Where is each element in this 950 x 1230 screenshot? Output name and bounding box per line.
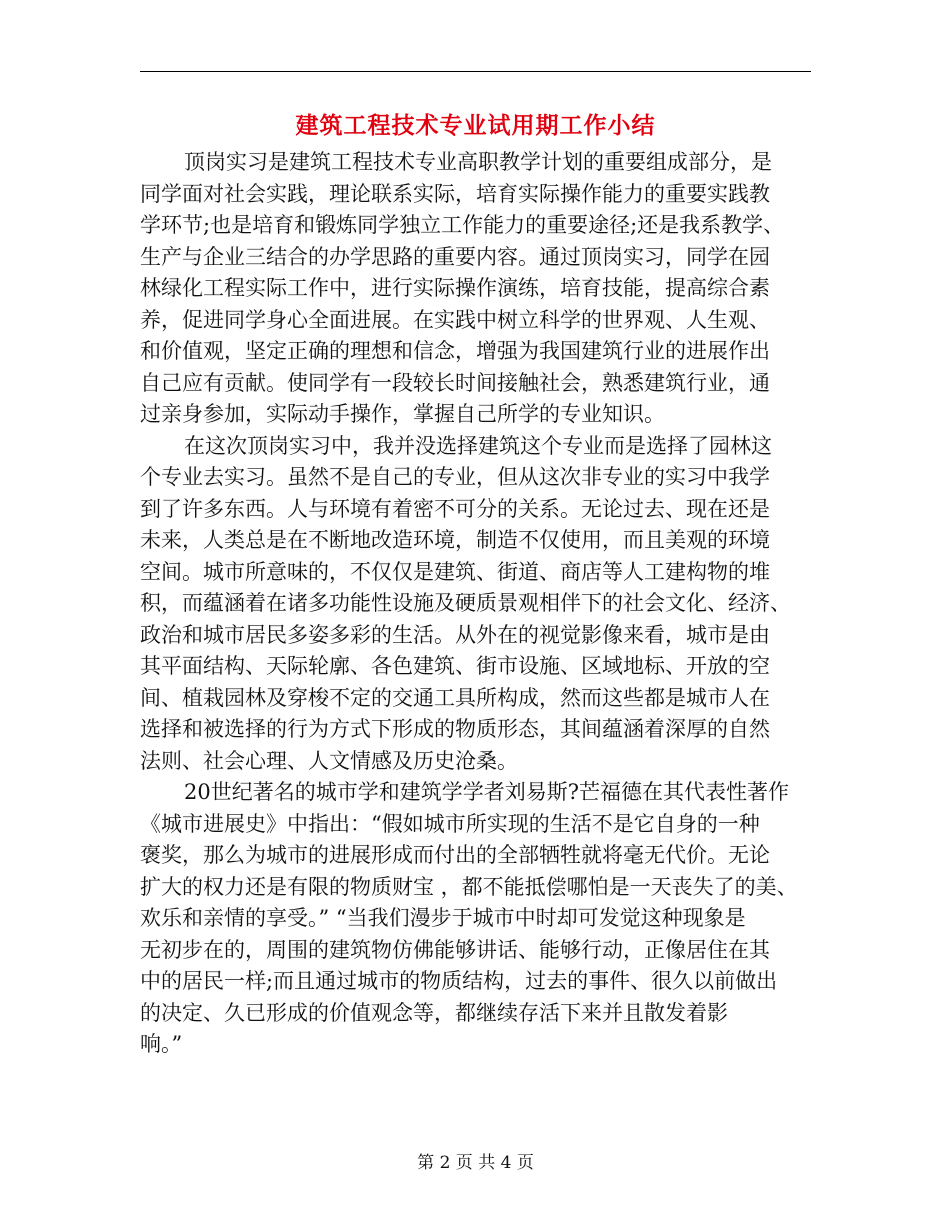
paragraph-line: 法则、社会心理、人文情感及历史沧桑。 xyxy=(140,748,518,773)
paragraph-line: 自己应有贡献。使同学有一段较长时间接触社会，熟悉建筑行业，通 xyxy=(140,370,770,395)
paragraph-line: 养，促进同学身心全面进展。在实践中树立科学的世界观、人生观、 xyxy=(140,307,770,332)
paragraph-line: 《城市进展史》中指出：“假如城市所实现的生活不是它自身的一种 xyxy=(140,811,760,836)
document-title: 建筑工程技术专业试用期工作小结 xyxy=(295,112,656,139)
paragraph-line: 褒奖，那么为城市的进展形成而付出的全部牺牲就将毫无代价。无论 xyxy=(140,843,770,867)
paragraph-line: 响。” xyxy=(140,1032,183,1056)
paragraph-line: 未来，人类总是在不断地改造环境，制造不仅使用，而且美观的环境 xyxy=(140,528,770,552)
paragraph-line: 林绿化工程实际工作中，进行实际操作演练，培育技能，提高综合素 xyxy=(140,276,770,300)
header-rule xyxy=(140,71,811,72)
document-body xyxy=(140,147,830,1061)
page-number: 第 2 页 共 4 页 xyxy=(417,1153,534,1173)
paragraph-line: 和价值观，坚定正确的理想和信念，增强为我国建筑行业的进展作出 xyxy=(140,339,770,363)
paragraph-line: 无初步在的，周围的建筑物仿佛能够讲话、能够行动，正像居住在其 xyxy=(140,937,770,962)
paragraph-line: 到了许多东西。人与环境有着密不可分的关系。无论过去、现在还是 xyxy=(140,496,770,521)
paragraph-line: 的决定、久已形成的价值观念等，都继续存活下来并且散发着影 xyxy=(140,1000,728,1025)
paragraph-line: 扩大的权力还是有限的物质财宝 ，都不能抵偿哪怕是一天丧失了的美、 xyxy=(140,874,798,899)
paragraph-line: 学环节;也是培育和锻炼同学独立工作能力的重要途径;还是我系教学、 xyxy=(140,213,785,237)
paragraph-line: 空间。城市所意味的，不仅仅是建筑、街道、商店等人工建构物的堆 xyxy=(140,559,770,584)
paragraph-line: 其平面结构、天际轮廓、各色建筑、街市设施、区域地标、开放的空 xyxy=(140,654,770,678)
paragraph-line: 在这次顶岗实习中，我并没选择建筑这个专业而是选择了园林这 xyxy=(184,433,772,458)
paragraph-line: 过亲身参加，实际动手操作，掌握自己所学的专业知识。 xyxy=(140,402,665,426)
paragraph-line: 个专业去实习。虽然不是自己的专业，但从这次非专业的实习中我学 xyxy=(140,465,770,489)
paragraph-line: 顶岗实习是建筑工程技术专业高职教学计划的重要组成部分，是 xyxy=(184,150,772,174)
paragraph-line: 选择和被选择的行为方式下形成的物质形态，其间蕴涵着深厚的自然 xyxy=(140,717,770,741)
paragraph-line: 中的居民一样;而且通过城市的物质结构，过去的事件、很久以前做出 xyxy=(140,969,778,993)
paragraph-line: 政治和城市居民多姿多彩的生活。从外在的视觉影像来看，城市是由 xyxy=(140,622,770,647)
paragraph-line: 20世纪著名的城市学和建筑学学者刘易斯?芒福德在其代表性著作 xyxy=(184,780,789,804)
paragraph-line: 欢乐和亲情的享受。” “当我们漫步于城市中时却可发觉这种现象是 xyxy=(140,906,746,930)
paragraph-line: 同学面对社会实践，理论联系实际，培育实际操作能力的重要实践教 xyxy=(140,181,770,206)
paragraph-line: 积，而蕴涵着在诸多功能性设施及硬质景观相伴下的社会文化、经济、 xyxy=(140,591,791,615)
paragraph-line: 生产与企业三结合的办学思路的重要内容。通过顶岗实习，同学在园 xyxy=(140,244,770,269)
paragraph-line: 间、植栽园林及穿梭不定的交通工具所构成，然而这些都是城市人在 xyxy=(140,685,770,710)
